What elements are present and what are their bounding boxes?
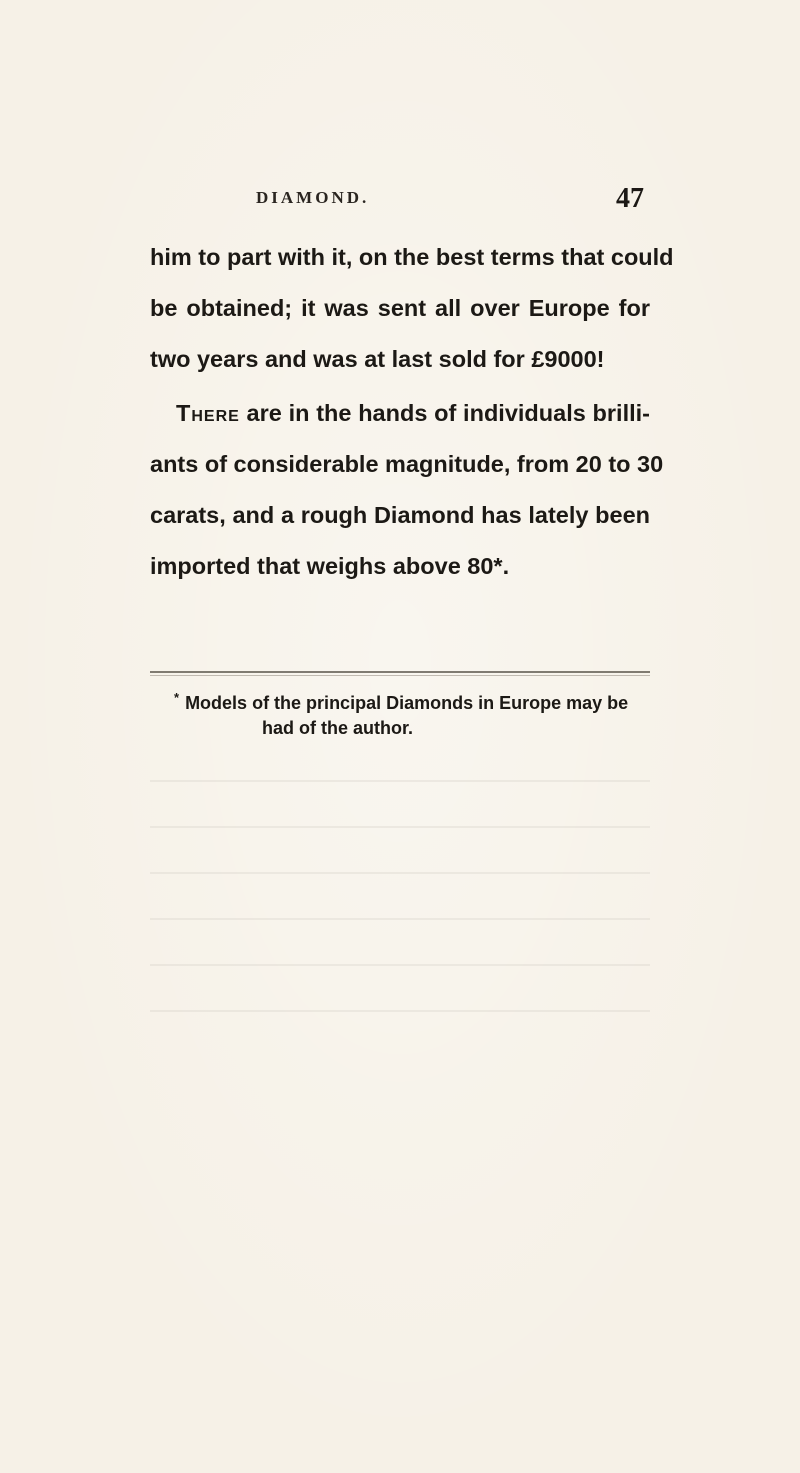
- footnote-text: Models of the principal Diamonds in Europe may be: [185, 693, 629, 713]
- footnote-line: [174, 690, 628, 714]
- text-line-first: [176, 400, 650, 427]
- text-line: him to part with it, on the best terms that could: [150, 244, 674, 270]
- running-title: DIAMOND.: [256, 188, 370, 207]
- lead-word: There: [176, 400, 240, 426]
- text-line: ants of considerable magnitude, from 20 to 30: [150, 451, 664, 477]
- footnote-marker: *: [174, 690, 180, 705]
- footnote-rule-shadow: [150, 675, 650, 676]
- show-through-texture: [150, 780, 650, 1080]
- text-line: carats, and a rough Diamond has lately been: [150, 502, 650, 528]
- first-line-rest: are in the hands of individuals brilli-: [239, 400, 650, 426]
- text-line: be obtained; it was sent all over Europe for: [150, 295, 650, 321]
- page-number: 47: [616, 183, 644, 214]
- footnote-rule: [150, 671, 650, 673]
- footnote-line: had of the author.: [262, 718, 413, 738]
- text-line: two years and was at last sold for £9000!: [150, 346, 605, 372]
- running-head: [0, 183, 800, 218]
- text-line: imported that weighs above 80*.: [150, 553, 510, 579]
